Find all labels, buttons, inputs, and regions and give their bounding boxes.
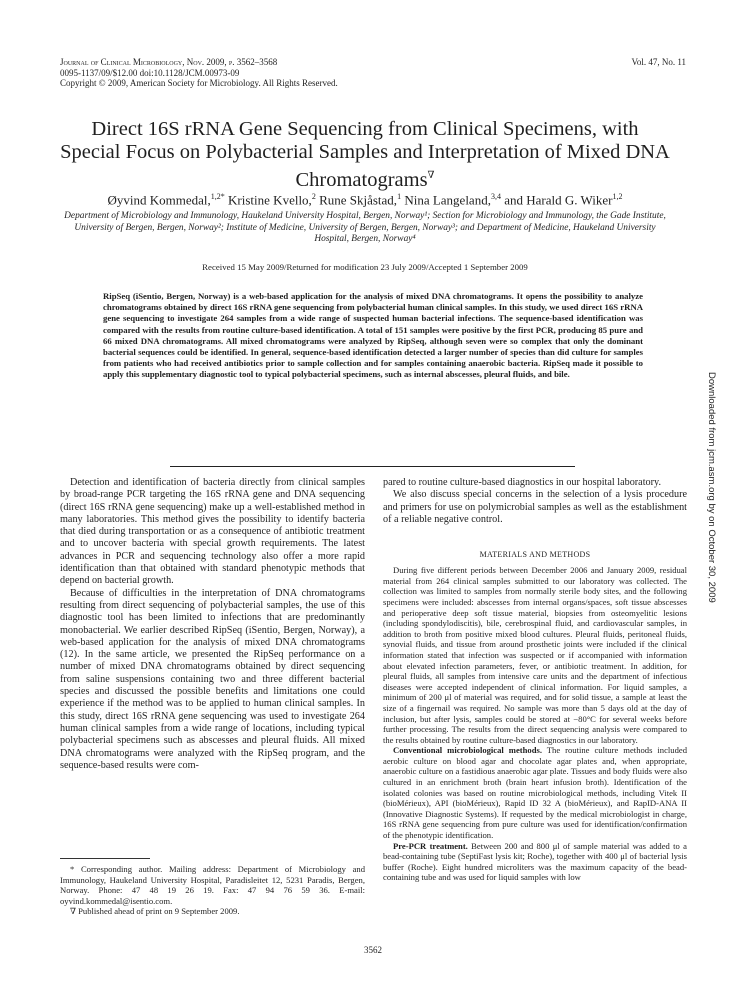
received-dates: Received 15 May 2009/Returned for modification 23 July 2009/Accepted 1 September 2009 <box>202 262 528 272</box>
title-text: Direct 16S rRNA Gene Sequencing from Clinical Specimens, with Special Focus on Polybacterial Samples and Interpretation of Mixed DNA Chromatograms <box>60 118 670 191</box>
page-number: 3562 <box>364 945 382 955</box>
author-2-affil: 2 <box>311 192 316 201</box>
affiliations: Department of Microbiology and Immunology, Haukeland University Hospital, Bergen, Norway¹; Section for Microbiology and Immunology, the Gade Institute, University of Bergen, Bergen, Norway²; Institute of Medicine, University of Bergen, Bergen, Norway³; and Department of Medicine, Haukeland University Hospital, Bergen, Norway⁴ <box>64 211 666 244</box>
copyright-line: Copyright © 2009, American Society for Microbiology. All Rights Reserved. <box>60 78 338 88</box>
download-notice: Downloaded from jcm.asm.org by on October 30, 2009 <box>706 372 717 603</box>
journal-citation: Journal of Clinical Microbiology, Nov. 2009, p. 3562–3568 <box>60 57 278 67</box>
methods-paragraph-2-text: The routine culture methods included aerobic culture on blood agar and chocolate agar plates and, when appropriate, anaerobic culture on a fastidious anaerobic agar plate. Tissues and body fluids were also cultured in an enrichment broth (brain heart infusion broth). Identification of the isolated colonies was based on routine microbiological methods, including Vitek II (bioMérieux), API (bioMérieux), Rapid ID 32 A (bioMérieux), and RapID-ANA II (Innovative Diagnostic Systems). If requested by the medical microbiologist in charge, 16S rRNA gene sequencing from pure culture was used for identification/confirmation of the phenotypic identification. <box>383 745 687 841</box>
methods-paragraph-1: During five different periods between December 2006 and January 2009, residual material from 264 clinical samples submitted to our laboratory was collected. The collection was limited to samples from normally sterile body sites, and the following specimens were included: abscesses from internal organs/spaces, soft tissue abscesses and perioperative deep soft tissue material, biopsies from osteomyelitic lesions (including spondylodiscitis), bile, cerebrospinal fluid, and cardiovascular samples, in addition to broth from positive mixed blood cultures. Pleural fluids, peritoneal fluids, synovial fluids, and tissue from around prosthetic joints were included if the clinical information stated that infection was suspected or if accompanied with information about elevated infection parameters, fever, or antibiotic treatment. In addition, for pleural fluids, all samples from intensive care units and the department of infectious diseases were accepted independent of clinical information. For liquid samples, a minimum of 200 μl of material was required, and for solid tissue, a sample at least the size of a fingernail was required. No sample was more than 5 days old at the day of inclusion, but after lysis, samples could be stored at −80°C for several weeks before further processing. The results from the direct sequencing analysis were compared to the results obtained by routine culture-based diagnostics in our laboratory. <box>383 565 687 745</box>
author-4-affil: 3,4 <box>490 192 501 201</box>
author-list <box>60 189 670 207</box>
author-3: Rune Skjåstad, <box>319 192 398 208</box>
section-heading-methods: MATERIALS AND METHODS <box>479 550 591 560</box>
article-title <box>60 118 670 192</box>
abstract-divider <box>170 466 575 467</box>
author-1: Øyvind Kommedal, <box>107 192 211 208</box>
title-mark: ∇ <box>427 170 435 181</box>
left-column <box>60 477 365 772</box>
intro-paragraph-3: We also discuss special concerns in the selection of a lysis procedure and primers for use on polymicrobial samples as well as the establishment of a reliable negative control. <box>383 489 687 525</box>
right-column <box>383 477 687 883</box>
footnote-divider <box>60 858 150 859</box>
intro-continuation: pared to routine culture-based diagnostics in our hospital laboratory. <box>383 477 662 488</box>
author-1-affil: 1,2* <box>210 192 225 201</box>
corresponding-author-note: * Corresponding author. Mailing address: Department of Microbiology and Immunology, Haukeland University Hospital, Paradisleitet 12, 5231 Paradis, Bergen, Norway. Phone: 47 48 19 26 19. Fax: 47 94 76 59 36. E-mail: oyvind.kommedal@isentio.com. <box>60 864 365 906</box>
author-5: Harald G. Wiker <box>526 192 613 208</box>
published-ahead-note: ∇ Published ahead of print on 9 September 2009. <box>70 906 240 916</box>
methods-paragraph-3 <box>383 841 687 883</box>
methods-paragraph-3-text: Between 200 and 800 μl of sample material was added to a bead-containing tube (SeptiFast lysis kit; Roche), together with 400 μl of bacterial lysis buffer (Roche). Eight hundred microliters was the maximum capacity of the bead-containing tube and was used for liquid samples with low <box>383 840 687 883</box>
author-3-affil: 1 <box>397 192 402 201</box>
author-2: Kristine Kvello, <box>228 192 312 208</box>
volume-issue: Vol. 47, No. 11 <box>631 57 686 67</box>
subheading-conventional: Conventional microbiological methods. <box>393 745 542 756</box>
author-4: Nina Langeland, <box>404 192 491 208</box>
issn-doi: 0095-1137/09/$12.00 doi:10.1128/JCM.00973-09 <box>60 67 240 78</box>
abstract: RipSeq (iSentio, Bergen, Norway) is a web-based application for the analysis of mixed DNA chromatograms. It opens the possibility to analyze chromatograms obtained by direct 16S rRNA gene sequencing from polybacterial human clinical samples. In this study, we used direct 16S rRNA gene sequencing to investigate 264 samples from a wide range of suspected human bacterial infections. The sequence-based identification was compared with the results from routine culture-based identification. A total of 151 samples were positive by the first PCR, producing 85 pure and 66 mixed DNA chromatograms. All mixed chromatograms were analyzed by RipSeq, although seven were so complex that only the dominant bacterial sequences could be identified. In general, sequence-based identification detected a larger number of species than did culture for samples from patients who had received antibiotics prior to sample collection and for samples containing anaerobic bacteria. RipSeq made it possible to apply this supplementary diagnostic tool to typical polybacterial specimens, such as internal abscesses, pleural fluids, and bile. <box>103 291 643 380</box>
author-5-affil: 1,2 <box>612 192 623 201</box>
author-conjunction: and <box>504 192 523 208</box>
intro-paragraph-1: Detection and identification of bacteria directly from clinical samples by broad-range PCR targeting the 16S rRNA gene and DNA sequencing (direct 16S rRNA gene sequencing) make up a well-established method in many laboratories. This method gives the possibility to identify bacteria that died during transportation or as a consequence of antibiotic treatment and to uncover bacteria with special growth requirements. The latest advances in PCR and sequencing technology also offer a more rapid identification than that obtained with standard phenotypic methods that depend on bacterial growth. <box>60 477 365 587</box>
running-header <box>60 57 540 89</box>
intro-paragraph-2: Because of difficulties in the interpretation of DNA chromatograms resulting from direct sequencing of polybacterial samples, the use of this diagnostic tool has been limited to infections that are predominantly monobacterial. We earlier described RipSeq (iSentio, Bergen, Norway), a web-based application for the analysis of mixed DNA chromatograms (12). In the same article, we presented the RipSeq performance on a number of mixed DNA chromatograms obtained by direct sequencing from saline suspensions containing two and three different bacterial species and discussed the possible benefits and limitations one could experience if the method was to be applied to human clinical samples. In this study, direct 16S rRNA gene sequencing was used to investigate 264 human clinical samples from a wide range of locations, including typical polybacterial specimens such as abscesses and pleural fluids. All mixed DNA chromatograms were analyzed with the RipSeq program, and the sequence-based results were com- <box>60 587 365 771</box>
footnotes <box>60 864 365 917</box>
subheading-pre-pcr: Pre-PCR treatment. <box>393 840 468 851</box>
methods-paragraph-2 <box>383 745 687 840</box>
